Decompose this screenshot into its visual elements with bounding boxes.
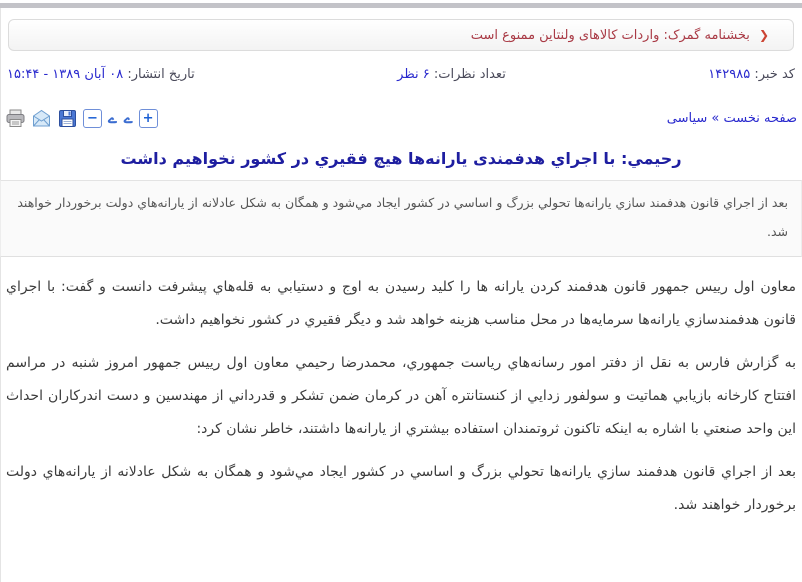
top-divider-bar bbox=[0, 3, 802, 8]
font-reset-small-button[interactable]: ے bbox=[108, 109, 117, 127]
comments-value[interactable]: ۶ نظر bbox=[397, 67, 430, 82]
article-meta-row bbox=[0, 67, 802, 82]
save-icon bbox=[57, 108, 78, 129]
publish-date-value: ۰۸ آبان ۱۳۸۹ - ۱۵:۴۴ bbox=[7, 67, 124, 82]
save-button[interactable] bbox=[57, 108, 78, 129]
article-paragraph: معاون اول رییس جمهور قانون هدفمند کردن یارانه ها را کلید رسیدن به اوج و دستیابي به قله‌هاي پیشرفت دانست و گفت: با اجراي قانون هدفمندسازي یارانه‌ها سرمایه‌ها در محل مناسب هزینه خواهد شد و دیگر فقیري در کشور نخواهیم داشت. bbox=[6, 279, 796, 328]
comments-count bbox=[397, 67, 506, 82]
news-ticker[interactable] bbox=[8, 19, 794, 51]
print-icon bbox=[5, 108, 26, 129]
article-tools bbox=[5, 108, 158, 129]
ticker-headline-link[interactable]: بخشنامه گمرک: واردات کالاهای ولنتاین ممنوع است bbox=[470, 27, 750, 43]
email-button[interactable] bbox=[31, 108, 52, 129]
article-body bbox=[0, 271, 802, 522]
font-increase-button[interactable]: + bbox=[139, 109, 158, 128]
font-reset-large-button[interactable]: ے bbox=[123, 109, 133, 127]
toolbar-row bbox=[0, 107, 802, 130]
breadcrumb-home-link[interactable]: صفحه نخست bbox=[723, 111, 797, 126]
publish-date-label: تاریخ انتشار: bbox=[127, 67, 195, 82]
article-lead: بعد از اجراي قانون هدفمند سازي یارانه‌ها تحولي بزرگ و اساسي در کشور ایجاد مي‌شود و همگان به شکل عادلانه از یارانه‌هاي دولت برخوردار خواهند شد. bbox=[0, 180, 802, 257]
ticker-chevron-icon: ❮ bbox=[758, 28, 769, 42]
breadcrumb-separator: » bbox=[711, 111, 720, 126]
comments-label: تعداد نظرات: bbox=[433, 67, 506, 82]
news-code-value: ۱۴۲۹۸۵ bbox=[708, 67, 751, 82]
breadcrumb bbox=[667, 111, 797, 126]
news-code-label: کد خبر: bbox=[754, 67, 795, 82]
article-paragraph: به گزارش فارس به نقل از دفتر امور رسانه‌هاي ریاست جمهوري، محمدرضا رحیمي معاون اول رییس جمهور امروز شنبه در مراسم افتتاح کارخانه بازیابي هماتیت و سولفور زدایي از کنستانتره آهن در کرمان ضمن تشکر و قدرداني از مهندسین و دست اندرکاران احداث این واحد صنعتي با اشاره به اینکه تاکنون ثروتمندان استفاده بیشتري از یارانه‌ها داشتند، خاطر نشان کرد: bbox=[6, 355, 796, 437]
publish-date bbox=[7, 67, 195, 82]
email-icon bbox=[31, 108, 52, 129]
breadcrumb-section-link[interactable]: سیاسی bbox=[666, 111, 708, 126]
article-title: رحيمي: با اجراي هدفمندی یارانه‌ها هیچ فقیري در کشور نخواهیم داشت bbox=[120, 149, 682, 168]
article-paragraph: بعد از اجراي قانون هدفمند سازي یارانه‌ها تحولي بزرگ و اساسي در کشور ایجاد مي‌شود و همگان به شکل عادلانه از یارانه‌هاي دولت برخوردار خواهند شد. bbox=[6, 464, 796, 513]
news-code bbox=[708, 67, 795, 82]
print-button[interactable] bbox=[5, 108, 26, 129]
font-decrease-button[interactable]: − bbox=[83, 109, 102, 128]
